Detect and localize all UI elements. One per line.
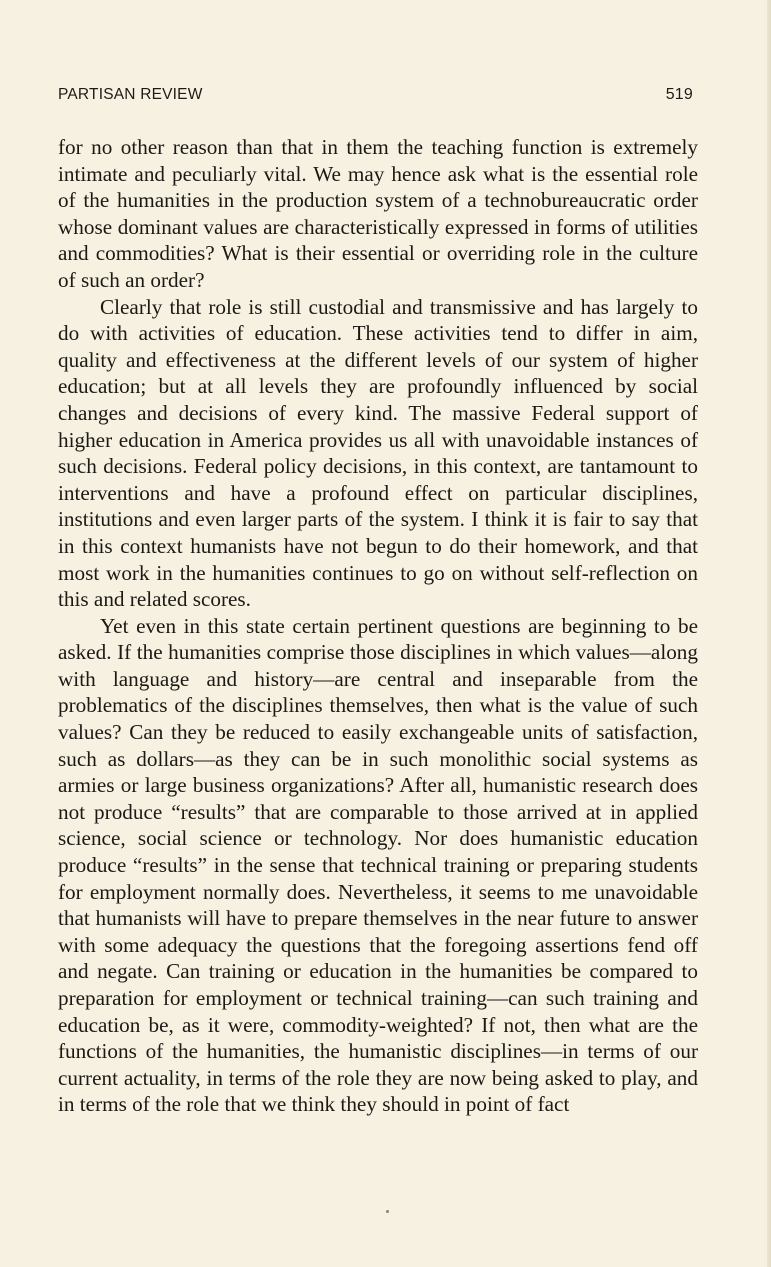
- paragraph-continued: for no other reason than that in them the teaching function is extremely intimate and peculiarly vital. We may hence ask what is the essential role of the humanities in the production system of a technobureaucratic order whose dominant values are characteristically expressed in forms of utilities and commodities? What is their essential or overriding role in the culture of such an order?: [58, 135, 698, 292]
- running-header: [58, 86, 693, 110]
- journal-title: PARTISAN REVIEW: [58, 86, 203, 103]
- paragraph: Clearly that role is still custodial and transmissive and has largely to do with activities of education. These activities tend to differ in aim, quality and effectiveness at the different levels of our system of higher education; but at all levels they are profoundly influenced by social changes and decisions of every kind. The massive Federal support of higher education in America provides us all with unavoidable instances of such decisions. Federal policy decisions, in this context, are tantamount to interventions and have a profound effect on particular disciplines, institutions and even larger parts of the system. I think it is fair to say that in this context humanists have not begun to do their homework, and that most work in the humanities continues to go on without self-reflection on this and related scores.: [58, 294, 698, 612]
- print-speck: [386, 1210, 389, 1213]
- page-edge: [767, 0, 771, 1267]
- page-number: 519: [665, 86, 693, 103]
- body-text: [58, 134, 698, 1118]
- paragraph: Yet even in this state certain pertinent questions are beginning to be asked. If the humanities comprise those disciplines in which values—along with language and history—are central and inseparable from the problematics of the disciplines themselves, then what is the value of such values? Can they be reduced to easily exchangeable units of satisfaction, such as dollars—as they can be in such monolithic social systems as armies or large business organizations? After all, humanistic research does not produce “results” that are comparable to those arrived at in applied science, social science or technology. Nor does humanistic education produce “results” in the sense that technical training or preparing students for employment normally does. Nevertheless, it seems to me unavoidable that humanists will have to prepare themselves in the near future to answer with some adequacy the questions that the foregoing assertions fend off and negate. Can training or education in the humanities be compared to preparation for employment or technical training—can such training and education be, as it were, commodity-weighted? If not, then what are the functions of the humanities, the humanistic disciplines—in terms of our current actuality, in terms of the role they are now being asked to play, and in terms of the role that we think they should in point of fact: [58, 613, 698, 1117]
